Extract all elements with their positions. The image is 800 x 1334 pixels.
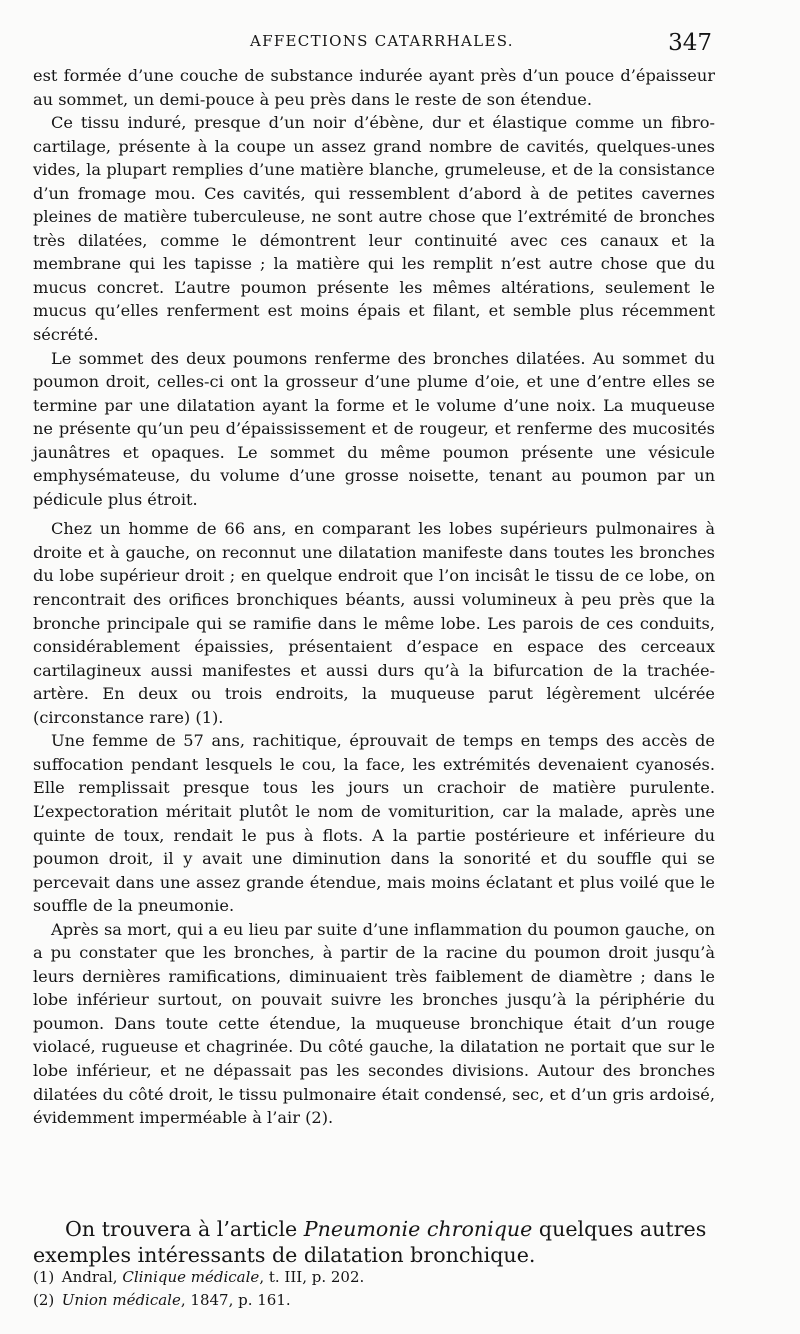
footnote-work: Union médicale bbox=[61, 1291, 181, 1309]
footnote-details: , t. III, p. 202. bbox=[259, 1268, 365, 1286]
lung-summit-paragraph: Le sommet des deux poumons renferme des bronches dilatées. Au sommet du poumon droit, celles-ci ont la grosseur d’une plume d’oie, et une d’entre elles se termine par une dilatation ayant la forme et le volume d’une noix. La muqueuse ne présente qu’un peu d’épaississement et de rougeur, et renferme des mucosités jaunâtres et opaques. Le sommet du même poumon présente une vésicule emphysémateuse, du volume d’une grosse noisette, tenant au poumon par un pédicule plus étroit. bbox=[33, 348, 715, 509]
footnote bbox=[33, 1289, 453, 1312]
continued-paragraph: est formée d’une couche de substance indurée ayant près d’un pouce d’épaisseur au sommet, un demi-pouce à peu près dans le reste de son étendue. bbox=[33, 66, 715, 109]
indurated-tissue-paragraph: Ce tissu induré, presque d’un noir d’ébène, dur et élastique comme un fibro-cartilage, présente à la coupe un assez grand nombre de cavités, quelques-unes vides, la plupart remplies d’une matière blanche, grumeleuse, et de la consistance d’un fromage mou. Ces cavités, qui ressemblent d’abord à de petites cavernes pleines de matière tuberculeuse, ne sont autre chose que l’extrémité de bronches très dilatées, comme le démontrent leur continuité avec ces canaux et la membrane qui les tapisse ; la matière qui les remplit n’est autre chose que du mucus concret. L’autre poumon présente les mêmes altérations, seulement le mucus qu’elles renferment est moins épais et filant, et semble plus récemment sécrété. bbox=[33, 113, 715, 345]
autopsy-paragraph: Après sa mort, qui a eu lieu par suite d’une inflammation du poumon gauche, on a pu constater que les bronches, à partir de la racine du poumon droit jusqu’à leurs dernières ramifications, diminuaient très faiblement de diamètre ; dans le lobe inférieur surtout, on pouvait suivre les bronches jusqu’à la périphérie du poumon. Dans toute cette étendue, la muqueuse bronchique était d’un rouge violacé, rugueuse et chagrinée. Du côté gauche, la dilatation ne portait que sur le lobe inférieur, et ne dépassait pas les secondes divisions. Autour des bronches dilatées du côté droit, le tissu pulmonaire était condensé, sec, et d’un gris ardoisé, évidemment imperméable à l’air (2). bbox=[33, 919, 715, 1128]
male-case-paragraph: Chez un homme de 66 ans, en comparant les lobes supérieurs pulmonaires à droite et à gauche, on reconnut une dilatation manifeste dans toutes les bronches du lobe supérieur droit ; en quelque endroit que l’on incisât le tissu de ce lobe, on rencontrait des orifices bronchiques béants, aussi volumineux à peu près que la bronche principale qui se ramifie dans le même lobe. Les parois de ces conduits, considérablement épaissies, présentaient d’espace en espace des cerceaux cartilagineux aussi manifestes et aussi durs qu’à la bifurcation de la trachée-artère. En deux ou trois endroits, la muqueuse parut légèrement ulcérée (circonstance rare) (1). bbox=[33, 519, 715, 727]
female-case-paragraph: Une femme de 57 ans, rachitique, éprouvait de temps en temps des accès de suffocation pendant lesquels le cou, la face, les extrémités devenaient cyanosés. Elle remplissait presque tous les jours un crachoir de matière purulente. L’expectoration méritait plutôt le nom de vomiturition, car la malade, après une quinte de toux, rendait le pus à flots. A la partie postérieure et inférieure du poumon droit, il y avait une diminution dans la sonorité et du souffle qui se percevait dans une assez grande étendue, mais moins éclatant et plus voilé que le souffle de la pneumonie. bbox=[33, 731, 715, 916]
running-header bbox=[32, 30, 712, 60]
main-text bbox=[33, 64, 715, 1130]
footnote-author: Andral, bbox=[61, 1268, 118, 1286]
closing-note-start: On trouvera à l’article bbox=[65, 1216, 304, 1241]
closing-note-reference: Pneumonie chronique bbox=[303, 1216, 533, 1241]
footnote-work: Clinique médicale bbox=[122, 1268, 260, 1286]
footnote-number: (1) bbox=[33, 1268, 55, 1286]
footnotes bbox=[33, 1266, 453, 1312]
closing-note bbox=[33, 1216, 723, 1268]
closing-note-end: quelques autres exemples intéressants de dilatation bronchique. bbox=[33, 1216, 707, 1267]
footnote-details: , 1847, p. 161. bbox=[180, 1291, 291, 1309]
page-number: 347 bbox=[668, 30, 712, 56]
chapter-title: AFFECTIONS CATARRHALES. bbox=[250, 32, 514, 50]
footnote-number: (2) bbox=[33, 1291, 55, 1309]
footnote bbox=[33, 1266, 453, 1289]
